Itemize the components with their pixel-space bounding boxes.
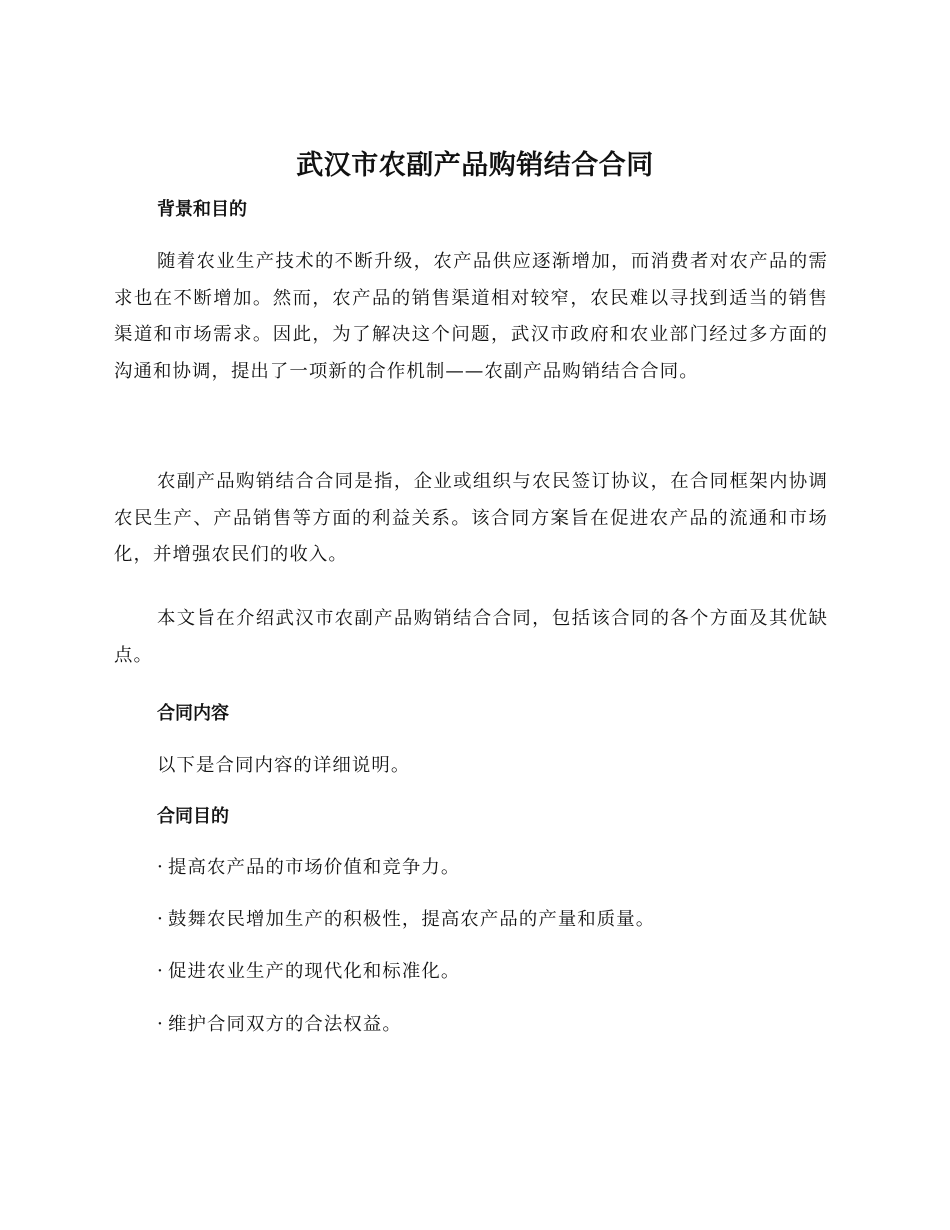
paragraph-background-1: 随着农业生产技术的不断升级，农产品供应逐渐增加，而消费者对农产品的需求也在不断增加。然而，农产品的销售渠道相对较窄，农民难以寻找到适当的销售渠道和市场需求。因此，为了解决这个问题，武汉市政府和农业部门经过多方面的沟通和协调，提出了一项新的合作机制——农副产品购销结合合同。: [114, 251, 828, 382]
section-heading-background: 背景和目的: [157, 199, 247, 220]
paragraph-background-3: 本文旨在介绍武汉市农副产品购销结合合同，包括该合同的各个方面及其优缺点。: [114, 608, 828, 666]
purpose-item-text: 提高农产品的市场价值和竞争力。: [168, 857, 461, 878]
section-heading-content: 合同内容: [157, 703, 229, 724]
purpose-item-text: 促进农业生产的现代化和标准化。: [168, 961, 461, 982]
bullet-marker: ·: [157, 961, 164, 982]
bullet-marker: ·: [157, 857, 164, 878]
bullet-marker: ·: [157, 909, 164, 930]
paragraph-background-2: 农副产品购销结合合同是指，企业或组织与农民签订协议，在合同框架内协调农民生产、产品销售等方面的利益关系。该合同方案旨在促进农产品的流通和市场化，并增强农民们的收入。: [114, 471, 828, 565]
purpose-list-item: [157, 1010, 402, 1040]
bullet-marker: ·: [157, 1014, 164, 1035]
purpose-list-item: [157, 905, 655, 935]
section-heading-purpose: 合同目的: [157, 806, 229, 827]
purpose-list-item: [157, 853, 460, 883]
purpose-item-text: 维护合同双方的合法权益。: [168, 1014, 402, 1035]
content-intro: 以下是合同内容的详细说明。: [157, 755, 411, 776]
purpose-item-text: 鼓舞农民增加生产的积极性，提高农产品的产量和质量。: [168, 909, 656, 930]
purpose-list-item: [157, 957, 460, 987]
document-title: 武汉市农副产品购销结合合同: [296, 150, 654, 181]
